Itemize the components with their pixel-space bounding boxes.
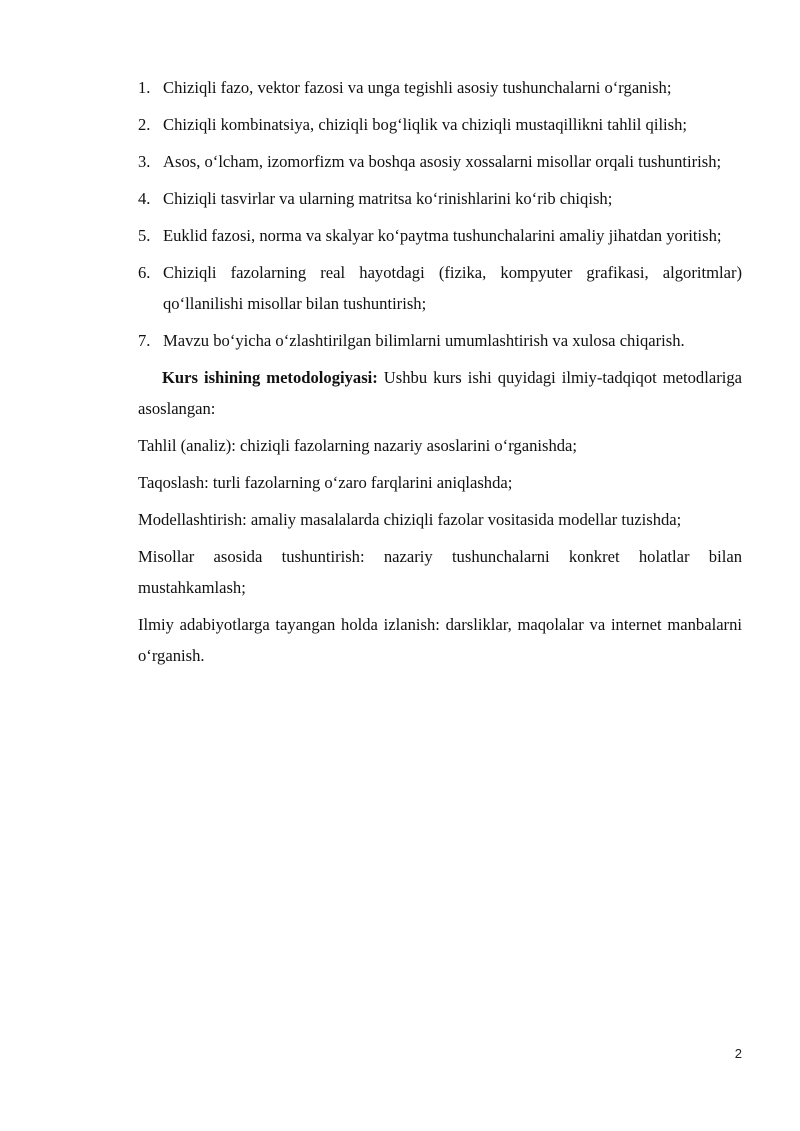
list-item	[138, 146, 742, 177]
list-item-text: Chiziqli fazo, vektor fazosi va unga tegishli asosiy tushunchalarni o‘rganish;	[163, 78, 672, 97]
objectives-list	[138, 72, 742, 356]
list-item-text: Euklid fazosi, norma va skalyar ko‘paytma tushunchalarini amaliy jihatdan yoritish;	[163, 226, 722, 245]
list-item-number: 1.	[138, 78, 151, 97]
methodology-intro: Ushbu kurs ishi quyidagi ilmiy-tadqiqot metodlariga asoslangan:	[138, 368, 742, 418]
list-item-text: Mavzu bo‘yicha o‘zlashtirilgan bilimlarni umumlashtirish va xulosa chiqarish.	[163, 331, 685, 350]
list-item	[138, 109, 742, 140]
page-content	[138, 72, 742, 677]
list-item-number: 7.	[138, 331, 151, 350]
list-item-number: 3.	[138, 152, 151, 171]
list-item-number: 4.	[138, 189, 151, 208]
methodology-heading: Kurs ishining metodologiyasi:	[162, 368, 378, 387]
list-item	[138, 257, 742, 319]
list-item-text: Chiziqli kombinatsiya, chiziqli bog‘liqlik va chiziqli mustaqillikni tahlil qilish;	[163, 115, 688, 134]
method-paragraph: Ilmiy adabiyotlarga tayangan holda izlanish: darsliklar, maqolalar va internet manbalarni o‘rganish.	[138, 615, 742, 665]
list-item	[138, 183, 742, 214]
methodology-paragraph	[138, 362, 742, 424]
list-item	[138, 220, 742, 251]
list-item-text: Chiziqli tasvirlar va ularning matritsa ko‘rinishlarini ko‘rib chiqish;	[163, 189, 613, 208]
method-paragraph: Modellashtirish: amaliy masalalarda chiziqli fazolar vositasida modellar tuzishda;	[138, 510, 682, 529]
list-item	[138, 72, 742, 103]
list-item	[138, 325, 742, 356]
list-item-text: Chiziqli fazolarning real hayotdagi (fizika, kompyuter grafikasi, algoritmlar) qo‘llanilishi misollar bilan tushuntirish;	[163, 263, 742, 313]
list-item-number: 2.	[138, 115, 151, 134]
page-number: 2	[734, 1046, 742, 1061]
method-paragraph: Tahlil (analiz): chiziqli fazolarning nazariy asoslarini o‘rganishda;	[138, 436, 578, 455]
list-item-text: Asos, o‘lcham, izomorfizm va boshqa asosiy xossalarni misollar orqali tushuntirish;	[163, 152, 722, 171]
method-paragraph: Taqoslash: turli fazolarning o‘zaro farqlarini aniqlashda;	[138, 473, 513, 492]
method-paragraph: Misollar asosida tushuntirish: nazariy tushunchalarni konkret holatlar bilan mustahkamlash;	[138, 547, 742, 597]
list-item-number: 5.	[138, 226, 151, 245]
list-item-number: 6.	[138, 263, 151, 282]
